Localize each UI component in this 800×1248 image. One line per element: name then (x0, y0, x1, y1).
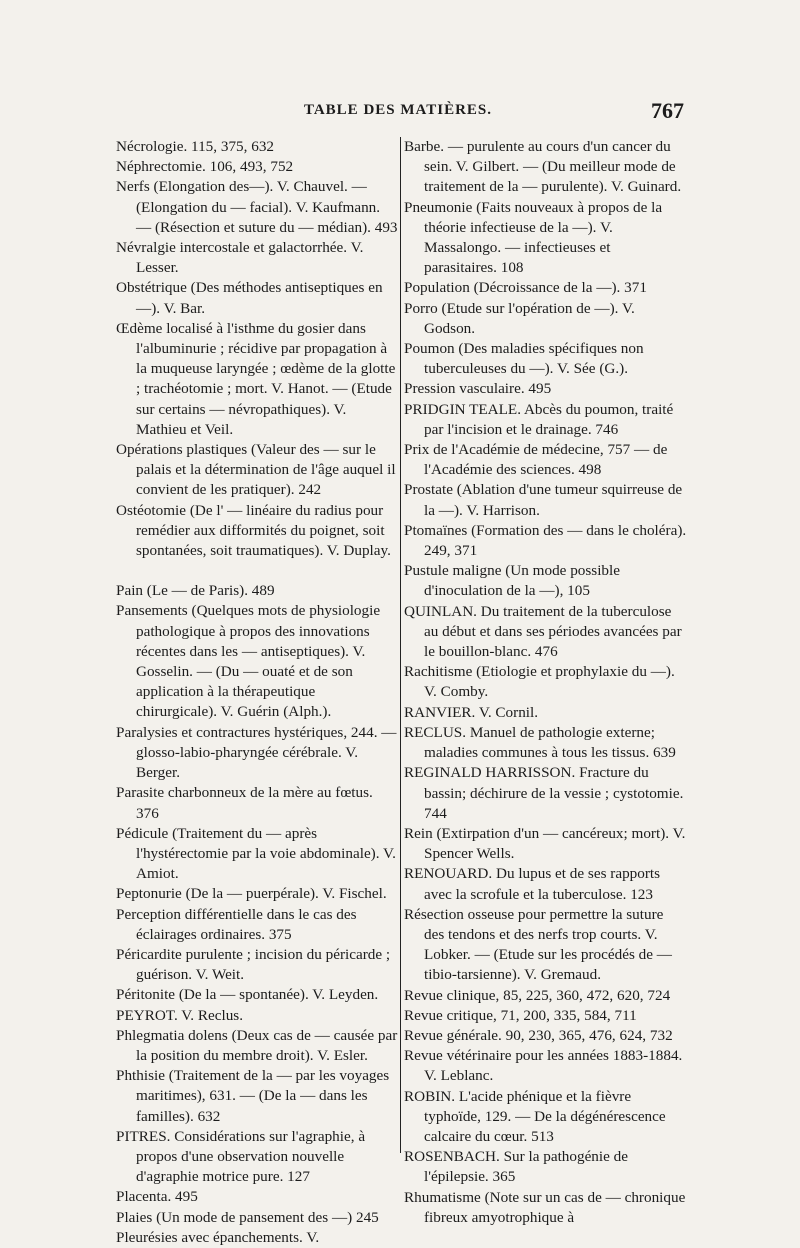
index-entry: Résection osseuse pour permettre la suture des tendons et des nerfs trop courts. V. Lobker. — (Etude sur les procédés de — tibio-tarsienne). V. Gremaud. (404, 905, 672, 984)
index-entry: Opérations plastiques (Valeur des — sur le palais et la détermination de l'âge auquel il convient de les pratiquer). 242 (116, 441, 396, 499)
index-entry: ROBIN. L'acide phénique et la fièvre typhoïde, 129. — De la dégénérescence calcaire du cœur. 513 (404, 1087, 666, 1145)
page-number: 767 (651, 98, 684, 123)
index-column-right (404, 137, 687, 1228)
index-entry: Rein (Extirpation d'un — cancéreux; mort). V. Spencer Wells. (404, 824, 686, 863)
index-entry: Phthisie (Traitement de la — par les voyages maritimes), 631. — (De la — dans les familles). 632 (116, 1067, 390, 1125)
index-entry: Prostate (Ablation d'une tumeur squirreuse de la —). V. Harrison. (404, 481, 683, 519)
index-entry: Placenta. 495 (116, 1188, 198, 1206)
index-entry: Ptomaïnes (Formation des — dans le choléra). 249, 371 (404, 521, 687, 560)
index-entry: Obstétrique (Des méthodes antiseptiques en —). V. Bar. (116, 279, 383, 317)
index-entry: Revue générale. 90, 230, 365, 476, 624, 732 (404, 1026, 673, 1044)
index-entry: Poumon (Des maladies spécifiques non tuberculeuses du —). V. Sée (G.). (404, 340, 644, 378)
index-entry: Œdème localisé à l'isthme du gosier dans l'albuminurie ; récidive par propagation à la muqueuse laryngée ; œdème de la glotte ; trachéotomie ; mort. V. Hanot. — (Etude sur certains — névropathiques). V. Mathieu et Veil. (116, 319, 396, 438)
index-entry: RANVIER. V. Cornil. (404, 703, 539, 721)
running-title: TABLE DES MATIÈRES. (303, 102, 493, 118)
index-entry: Revue vétérinaire pour les années 1883-1884. V. Leblanc. (404, 1047, 683, 1085)
index-entry: Nerfs (Elongation des—). V. Chauvel. —(Elongation du — facial). V. Kaufmann. — (Résection et suture du — médian). 493 (116, 178, 398, 236)
index-entry: PEYROT. V. Reclus. (116, 1006, 243, 1024)
index-entry: Phlegmatia dolens (Deux cas de — causée par la position du membre droit). V. Esler. (116, 1026, 398, 1064)
index-entry: Paralysies et contractures hystériques, 244. — glosso-labio-pharyngée cérébrale. V. Berger. (116, 723, 397, 782)
index-entry: Plaies (Un mode de pansement des —) 245 (116, 1208, 379, 1226)
index-entry: Revue critique, 71, 200, 335, 584, 711 (404, 1006, 637, 1024)
index-entry: REGINALD HARRISSON. Fracture du bassin; déchirure de la vessie ; cystotomie. 744 (404, 764, 684, 822)
index-entry: Rhumatisme (Note sur un cas de — chronique fibreux amyotrophique à (404, 1188, 686, 1226)
index-entry: Pleurésies avec épanchements. V. (116, 1228, 320, 1246)
index-entry: Revue clinique, 85, 225, 360, 472, 620, 724 (404, 986, 671, 1004)
index-entry: Pustule maligne (Un mode possible d'inoculation de la —), 105 (404, 562, 620, 600)
index-entry: Rachitisme (Etiologie et prophylaxie du —). V. Comby. (404, 663, 675, 701)
index-entry: Parasite charbonneux de la mère au fœtus. 376 (116, 784, 373, 822)
index-column-left (116, 137, 398, 1248)
index-entry: Porro (Etude sur l'opération de —). V. Godson. (404, 299, 635, 337)
index-entry: Pression vasculaire. 495 (404, 380, 552, 398)
index-entry: Peptonurie (De la — puerpérale). V. Fischel. (116, 885, 387, 903)
index-entry: QUINLAN. Du traitement de la tuberculose au début et dans ses périodes avancées par le bouillon-blanc. 476 (404, 602, 682, 661)
index-entry: RECLUS. Manuel de pathologie externe; maladies communes à tous les tissus. 639 (404, 723, 676, 762)
page-header (112, 98, 684, 126)
index-entry: Névralgie intercostale et galactorrhée. V. Lesser. (116, 239, 364, 277)
index-entry: ROSENBACH. Sur la pathogénie de l'épilepsie. 365 (404, 1148, 628, 1186)
index-entry: Pneumonie (Faits nouveaux à propos de la théorie infectieuse de la —). V. Massalongo. — infectieuses et parasitaires. 108 (404, 198, 663, 277)
column-divider (400, 137, 401, 1153)
index-entry: Ostéotomie (De l' — linéaire du radius pour remédier aux difformités du poignet, soit spontanées, soit traumatiques). V. Duplay. (116, 501, 391, 560)
index-entry: Néphrectomie. 106, 493, 752 (116, 158, 294, 176)
index-entry: RENOUARD. Du lupus et de ses rapports avec la scrofule et la tuberculose. 123 (404, 865, 661, 903)
index-entry: Péricardite purulente ; incision du péricarde ; guérison. V. Weit. (116, 945, 391, 984)
index-entry: PITRES. Considérations sur l'agraphie, à propos d'une observation nouvelle d'agraphie motrice pure. 127 (116, 1127, 366, 1186)
index-entry: Population (Décroissance de la —). 371 (404, 279, 647, 297)
index-entry: PRIDGIN TEALE. Abcès du poumon, traité par l'incision et le drainage. 746 (404, 400, 674, 438)
index-entry: Prix de l'Académie de médecine, 757 — de l'Académie des sciences. 498 (404, 441, 668, 479)
index-entry: Pain (Le — de Paris). 489 (116, 582, 275, 600)
index-entry: Perception différentielle dans le cas des éclairages ordinaires. 375 (116, 905, 357, 943)
index-entry: Péritonite (De la — spontanée). V. Leyden. (116, 986, 379, 1004)
index-entry: Pédicule (Traitement du — après l'hystérectomie par la voie abdominale). V. Amiot. (116, 824, 396, 883)
index-entry: Barbe. — purulente au cours d'un cancer du sein. V. Gilbert. — (Du meilleur mode de traitement de la — purulente). V. Guinard. (404, 138, 682, 196)
index-entry: Nécrologie. 115, 375, 632 (116, 138, 275, 155)
index-entry: Pansements (Quelques mots de physiologie pathologique à propos des innovations récentes dans les — antiseptiques). V. Gosselin. — (Du — ouaté et de son application à la thérapeutique chirurgicale). V. Guérin (Alph.). (116, 602, 381, 721)
